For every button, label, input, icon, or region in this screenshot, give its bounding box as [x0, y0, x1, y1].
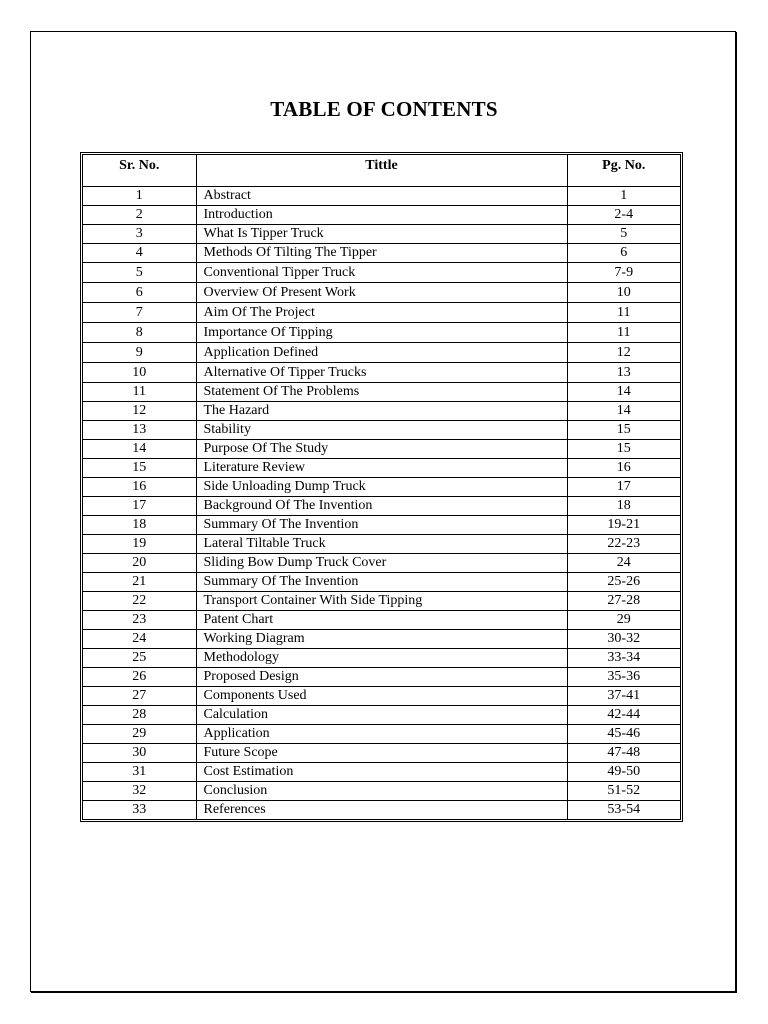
row-sr-no: 32	[83, 782, 196, 801]
row-title: Calculation	[196, 706, 567, 725]
row-sr-no: 28	[83, 706, 196, 725]
header-page-no: Pg. No.	[567, 155, 680, 187]
row-page-no: 19-21	[567, 516, 680, 535]
row-sr-no: 7	[83, 303, 196, 323]
table-row	[83, 459, 680, 478]
header-row	[83, 155, 680, 187]
row-title: Abstract	[196, 187, 567, 206]
row-title: Transport Container With Side Tipping	[196, 592, 567, 611]
row-sr-no: 29	[83, 725, 196, 744]
row-page-no: 17	[567, 478, 680, 497]
row-title: Summary Of The Invention	[196, 516, 567, 535]
table-row	[83, 592, 680, 611]
row-sr-no: 1	[83, 187, 196, 206]
row-sr-no: 15	[83, 459, 196, 478]
row-sr-no: 19	[83, 535, 196, 554]
table-row	[83, 303, 680, 323]
row-title: Literature Review	[196, 459, 567, 478]
row-page-no: 42-44	[567, 706, 680, 725]
row-title: Proposed Design	[196, 668, 567, 687]
row-sr-no: 20	[83, 554, 196, 573]
row-page-no: 13	[567, 363, 680, 383]
table-row	[83, 649, 680, 668]
row-sr-no: 33	[132, 802, 147, 817]
row-sr-no: 10	[83, 363, 196, 383]
row-sr-no: 26	[83, 668, 196, 687]
row-page-no: 49-50	[567, 763, 680, 782]
table-row	[83, 516, 680, 535]
header-sr-no: Sr. No.	[83, 155, 196, 187]
table-row	[83, 687, 680, 706]
row-page-no: 5	[567, 225, 680, 244]
table-row	[83, 630, 680, 649]
table-row	[83, 206, 680, 225]
row-page-no: 24	[567, 554, 680, 573]
table-row	[83, 225, 680, 244]
row-title: Importance Of Tipping	[196, 323, 567, 343]
row-sr-no: 8	[83, 323, 196, 343]
table-row	[83, 801, 680, 820]
row-sr-no: 30	[83, 744, 196, 763]
table-row	[83, 782, 680, 801]
row-page-no: 22-23	[567, 535, 680, 554]
row-page-no: 30-32	[567, 630, 680, 649]
row-title: References	[196, 801, 567, 820]
table-row	[83, 440, 680, 459]
table-row	[83, 573, 680, 592]
contents-table-frame	[80, 152, 683, 822]
row-title: Components Used	[196, 687, 567, 706]
row-title: Stability	[196, 421, 567, 440]
row-page-no: 16	[567, 459, 680, 478]
table-row	[83, 263, 680, 283]
row-sr-no: 3	[83, 225, 196, 244]
row-page-no: 25-26	[567, 573, 680, 592]
row-page-no: 2-4	[567, 206, 680, 225]
row-page-no: 29	[567, 611, 680, 630]
row-title: Introduction	[196, 206, 567, 225]
table-row	[83, 668, 680, 687]
row-page-no: 6	[567, 244, 680, 263]
table-row	[83, 363, 680, 383]
table-row	[83, 725, 680, 744]
table-row	[83, 402, 680, 421]
row-sr-no: 14	[83, 440, 196, 459]
row-title: Working Diagram	[196, 630, 567, 649]
page-title: TABLE OF CONTENTS	[270, 97, 498, 121]
row-title: Conclusion	[196, 782, 567, 801]
table-row	[83, 611, 680, 630]
row-sr-no: 24	[83, 630, 196, 649]
row-title: Application	[196, 725, 567, 744]
row-title: Side Unloading Dump Truck	[196, 478, 567, 497]
row-sr-no: 6	[83, 283, 196, 303]
row-title: Summary Of The Invention	[196, 573, 567, 592]
row-page-no: 15	[567, 440, 680, 459]
header-title: Tittle	[196, 155, 567, 187]
row-title: Background Of The Invention	[196, 497, 567, 516]
row-sr-no: 4	[83, 244, 196, 263]
row-title: Methods Of Tilting The Tipper	[196, 244, 567, 263]
table-row	[83, 478, 680, 497]
row-sr-no: 12	[83, 402, 196, 421]
row-sr-no: 31	[83, 763, 196, 782]
table-row	[83, 343, 680, 363]
row-title: Future Scope	[196, 744, 567, 763]
row-sr-no: 18	[83, 516, 196, 535]
row-sr-no: 2	[83, 206, 196, 225]
row-sr-no: 9	[83, 343, 196, 363]
row-sr-no: 21	[83, 573, 196, 592]
table-row	[83, 744, 680, 763]
row-title: Sliding Bow Dump Truck Cover	[196, 554, 567, 573]
table-row	[83, 497, 680, 516]
row-sr-no: 17	[83, 497, 196, 516]
table-row	[83, 706, 680, 725]
table-row	[83, 535, 680, 554]
table-row	[83, 323, 680, 343]
row-title: Aim Of The Project	[196, 303, 567, 323]
row-page-no: 47-48	[567, 744, 680, 763]
row-sr-no: 27	[83, 687, 196, 706]
row-title: Cost Estimation	[196, 763, 567, 782]
row-page-no: 15	[567, 421, 680, 440]
row-sr-no: 13	[83, 421, 196, 440]
row-page-no: 51-52	[567, 782, 680, 801]
row-sr-no: 25	[83, 649, 196, 668]
row-page-no: 45-46	[567, 725, 680, 744]
row-title: Application Defined	[196, 343, 567, 363]
row-title: Purpose Of The Study	[196, 440, 567, 459]
row-title: Lateral Tiltable Truck	[196, 535, 567, 554]
row-title: Conventional Tipper Truck	[196, 263, 567, 283]
table-row	[83, 421, 680, 440]
row-page-no: 10	[567, 283, 680, 303]
row-title: Statement Of The Problems	[196, 383, 567, 402]
row-sr-no: 5	[83, 263, 196, 283]
contents-table	[83, 155, 680, 819]
table-row	[83, 187, 680, 206]
table-row	[83, 383, 680, 402]
table-row	[83, 244, 680, 263]
row-page-no: 12	[567, 343, 680, 363]
row-page-no: 27-28	[567, 592, 680, 611]
row-title: Overview Of Present Work	[196, 283, 567, 303]
row-page-no: 33-34	[567, 649, 680, 668]
row-sr-no: 11	[83, 383, 196, 402]
row-sr-no: 23	[83, 611, 196, 630]
row-page-no: 14	[567, 402, 680, 421]
row-page-no: 18	[567, 497, 680, 516]
row-page-no: 14	[567, 383, 680, 402]
row-page-no: 37-41	[567, 687, 680, 706]
row-page-no: 1	[567, 187, 680, 206]
row-page-no: 35-36	[567, 668, 680, 687]
table-row	[83, 283, 680, 303]
table-row	[83, 554, 680, 573]
contents-rows	[83, 187, 680, 820]
row-sr-no: 22	[83, 592, 196, 611]
row-title: Methodology	[196, 649, 567, 668]
row-title: Alternative Of Tipper Trucks	[196, 363, 567, 383]
row-title: What Is Tipper Truck	[196, 225, 567, 244]
row-title: Patent Chart	[196, 611, 567, 630]
row-page-no: 11	[567, 303, 680, 323]
row-sr-no: 16	[83, 478, 196, 497]
row-page-no: 7-9	[567, 263, 680, 283]
table-row	[83, 763, 680, 782]
row-title: The Hazard	[196, 402, 567, 421]
row-page-no: 11	[567, 323, 680, 343]
row-page-no: 53-54	[567, 801, 680, 820]
